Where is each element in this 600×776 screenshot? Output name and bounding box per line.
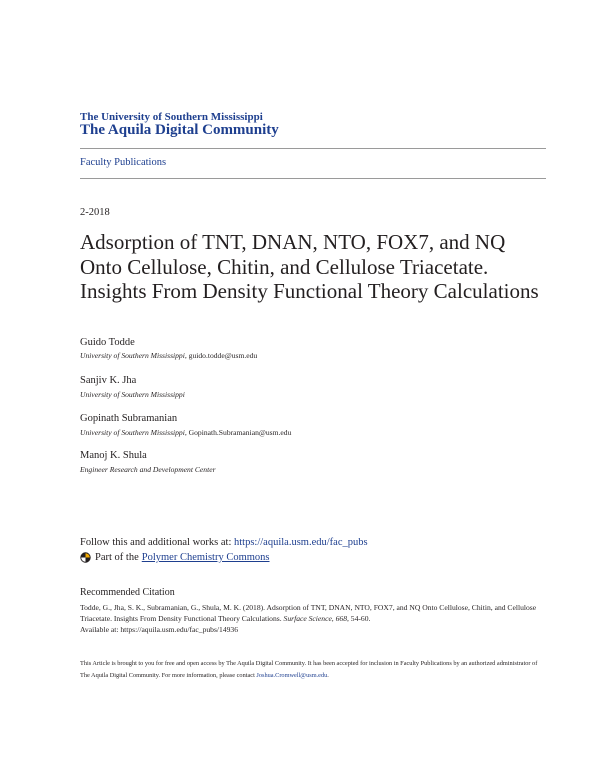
follow-line bbox=[80, 537, 368, 548]
follow-link[interactable]: https://aquila.usm.edu/fac_pubs bbox=[234, 537, 368, 548]
affiliation-text: University of Southern Mississippi bbox=[80, 428, 185, 437]
article-title: Adsorption of TNT, DNAN, NTO, FOX7, and NQ Onto Cellulose, Chitin, and Cellulose Triacetate. Insights From Density Functional Theory Calculations bbox=[80, 230, 539, 303]
university-name[interactable]: The University of Southern Mississippi bbox=[80, 111, 263, 123]
author-name: Manoj K. Shula bbox=[80, 450, 147, 461]
author-name: Sanjiv K. Jha bbox=[80, 375, 137, 386]
author-name: Guido Todde bbox=[80, 337, 135, 348]
publication-date: 2-2018 bbox=[80, 207, 110, 218]
affiliation-text: Engineer Research and Development Center bbox=[80, 465, 216, 474]
open-access-icon bbox=[80, 552, 91, 563]
contact-email-link[interactable]: Joshua.Cromwell@usm.edu bbox=[256, 671, 328, 679]
author-affiliation bbox=[80, 351, 257, 360]
citation-heading: Recommended Citation bbox=[80, 587, 175, 598]
affiliation-text: University of Southern Mississippi bbox=[80, 351, 185, 360]
divider-bottom bbox=[80, 178, 546, 179]
citation-text: Todde, G., Jha, S. K., Subramanian, G., Shula, M. K. (2018). Adsorption of TNT, DNAN, NTO, FOX7, and NQ Onto Cellulose, Chitin, and Cellulose Triacetate. Insights From Density Functional Theory Calculations. bbox=[80, 603, 537, 623]
author-email: , guido.todde@usm.edu bbox=[184, 351, 258, 360]
author-affiliation bbox=[80, 428, 291, 437]
citation-available: Available at: https://aquila.usm.edu/fac_pubs/14936 bbox=[80, 625, 239, 634]
divider-top bbox=[80, 148, 546, 149]
part-of-line bbox=[80, 552, 270, 563]
citation-pages: , 54-60. bbox=[347, 614, 371, 623]
polymer-chemistry-link[interactable]: Polymer Chemistry Commons bbox=[141, 552, 270, 563]
affiliation-text: University of Southern Mississippi bbox=[80, 390, 185, 399]
author-name: Gopinath Subramanian bbox=[80, 413, 178, 424]
citation-body bbox=[80, 602, 550, 635]
follow-text: Follow this and additional works at: bbox=[80, 537, 234, 548]
footer-notice bbox=[80, 658, 548, 681]
author-affiliation bbox=[80, 390, 185, 399]
community-name[interactable]: The Aquila Digital Community bbox=[80, 122, 279, 138]
footer-text: This Article is brought to you for free and open access by The Aquila Digital Community. It has been accepted for inclusion in Faculty Publications by an authorized administrator of The Aquila Digital Community. For more information, please contact bbox=[80, 660, 538, 679]
footer-end: . bbox=[327, 671, 329, 679]
author-email: , Gopinath.Subramanian@usm.edu bbox=[184, 428, 292, 437]
author-affiliation bbox=[80, 465, 216, 474]
citation-journal: Surface Science, 668 bbox=[283, 614, 347, 623]
part-of-text: Part of the bbox=[95, 552, 139, 563]
faculty-publications-link[interactable]: Faculty Publications bbox=[80, 157, 167, 168]
